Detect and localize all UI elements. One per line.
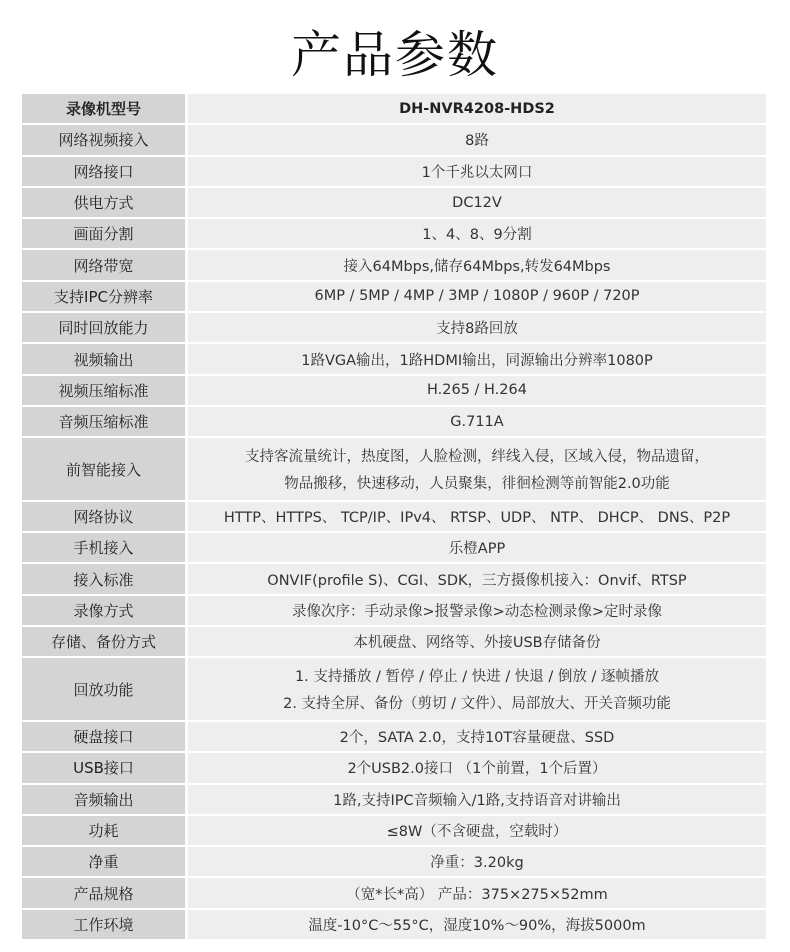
spec-value	[188, 313, 766, 342]
spec-label: 净重	[22, 847, 185, 876]
spec-value	[188, 816, 766, 845]
spec-value-line: 1、4、8、9分割	[422, 227, 532, 244]
spec-value	[188, 753, 766, 782]
spec-value-line: 乐橙APP	[448, 541, 506, 558]
spec-value-line: 本机硬盘、网络等、外接USB存储备份	[353, 635, 601, 652]
spec-value-line: 1. 支持播放 / 暂停 / 停止 / 快进 / 快退 / 倒放 / 逐帧播放	[294, 668, 660, 685]
spec-label: 网络视频接入	[22, 125, 185, 154]
spec-row	[22, 596, 766, 625]
spec-label: 手机接入	[22, 533, 185, 562]
spec-row	[22, 533, 766, 562]
spec-row	[22, 376, 766, 405]
spec-value	[188, 658, 766, 720]
spec-value	[188, 878, 766, 907]
spec-label: 网络接口	[22, 157, 185, 186]
spec-value-line: 录像次序：手动录像>报警录像>动态检测录像>定时录像	[292, 603, 662, 620]
spec-row	[22, 878, 766, 907]
spec-value	[188, 847, 766, 876]
spec-value-line: 2个，SATA 2.0，支持10T容量硬盘、SSD	[339, 730, 615, 747]
spec-label: 同时回放能力	[22, 313, 185, 342]
spec-label: 产品规格	[22, 878, 185, 907]
spec-row	[22, 658, 766, 720]
page-title: 产品参数	[291, 26, 499, 84]
spec-value	[188, 533, 766, 562]
spec-label: 前智能接入	[22, 438, 185, 500]
spec-row	[22, 910, 766, 939]
spec-value	[188, 722, 766, 751]
spec-value-line: 物品搬移，快速移动，人员聚集，徘徊检测等前智能2.0功能	[284, 476, 670, 493]
spec-row	[22, 564, 766, 593]
spec-value-line: ≤8W（不含硬盘，空载时）	[386, 823, 568, 840]
spec-value-line: 接入64Mbps,储存64Mbps,转发64Mbps	[343, 258, 611, 275]
spec-value	[188, 188, 766, 217]
spec-value	[188, 282, 766, 311]
spec-value-line: 支持客流量统计，热度图，人脸检测，绊线入侵，区域入侵，物品遗留，	[245, 448, 709, 465]
spec-label: 硬盘接口	[22, 722, 185, 751]
spec-label: 存储、备份方式	[22, 627, 185, 656]
spec-label: 音频压缩标准	[22, 407, 185, 436]
spec-row	[22, 188, 766, 217]
spec-label: 视频压缩标准	[22, 376, 185, 405]
spec-row	[22, 313, 766, 342]
spec-label: USB接口	[22, 753, 185, 782]
spec-value-line: 1路,支持IPC音频输入/1路,支持语音对讲输出	[333, 792, 621, 809]
spec-label: 支持IPC分辨率	[22, 282, 185, 311]
spec-value	[188, 250, 766, 279]
spec-value-line: HTTP、HTTPS、 TCP/IP、IPv4、 RTSP、UDP、 NTP、 DHCP、 DNS、P2P	[223, 510, 731, 526]
spec-row	[22, 816, 766, 845]
spec-value-line: 净重：3.20kg	[430, 855, 524, 872]
spec-value	[188, 344, 766, 373]
spec-row	[22, 627, 766, 656]
spec-value	[188, 596, 766, 625]
spec-value-line: 支持8路回放	[436, 321, 518, 338]
spec-label: 回放功能	[22, 658, 185, 720]
spec-value	[188, 94, 766, 123]
spec-row	[22, 502, 766, 531]
spec-value	[188, 910, 766, 939]
spec-row	[22, 344, 766, 373]
spec-row	[22, 407, 766, 436]
spec-row	[22, 785, 766, 814]
spec-row	[22, 282, 766, 311]
spec-value-line: 温度-10°C～55°C，湿度10%～90%，海拔5000m	[308, 917, 646, 934]
spec-value-line: （宽*长*高） 产品：375×275×52mm	[346, 886, 608, 903]
spec-value	[188, 438, 766, 500]
spec-row	[22, 157, 766, 186]
spec-row	[22, 94, 766, 123]
spec-value	[188, 564, 766, 593]
spec-value	[188, 785, 766, 814]
spec-value-line: H.265 / H.264	[427, 382, 527, 399]
spec-value	[188, 157, 766, 186]
spec-label: 供电方式	[22, 188, 185, 217]
spec-value-line: G.711A	[450, 413, 504, 430]
spec-row	[22, 250, 766, 279]
spec-label: 网络带宽	[22, 250, 185, 279]
spec-label: 工作环境	[22, 910, 185, 939]
spec-value-line: DH-NVR4208-HDS2	[399, 100, 555, 117]
spec-value-line: 1个千兆以太网口	[421, 164, 533, 181]
spec-value-line: 2. 支持全屏、备份（剪切 / 文件）、局部放大、开关音频功能	[283, 696, 671, 713]
spec-row	[22, 847, 766, 876]
spec-label: 功耗	[22, 816, 185, 845]
spec-row	[22, 753, 766, 782]
spec-value-line: 2个USB2.0接口 （1个前置，1个后置）	[347, 761, 607, 778]
spec-label: 接入标准	[22, 564, 185, 593]
spec-row	[22, 722, 766, 751]
spec-label: 视频输出	[22, 344, 185, 373]
spec-value-line: 8路	[465, 133, 489, 150]
spec-row	[22, 219, 766, 248]
spec-label: 录像方式	[22, 596, 185, 625]
spec-label: 网络协议	[22, 502, 185, 531]
spec-label: 音频输出	[22, 785, 185, 814]
spec-value	[188, 376, 766, 405]
spec-value	[188, 125, 766, 154]
spec-label: 录像机型号	[22, 94, 185, 123]
spec-value-line: ONVIF(profile S)、CGI、SDK，三方摄像机接入：Onvif、RTSP	[267, 572, 687, 589]
spec-value-line: 1路VGA输出，1路HDMI输出，同源输出分辨率1080P	[301, 352, 653, 369]
spec-label: 画面分割	[22, 219, 185, 248]
spec-value	[188, 627, 766, 656]
spec-value	[188, 219, 766, 248]
spec-table	[22, 94, 766, 941]
spec-value-line: 6MP / 5MP / 4MP / 3MP / 1080P / 960P / 720P	[314, 288, 640, 305]
spec-value	[188, 407, 766, 436]
spec-row	[22, 438, 766, 500]
spec-row	[22, 125, 766, 154]
spec-value-line: DC12V	[452, 194, 502, 211]
spec-value	[188, 502, 766, 531]
